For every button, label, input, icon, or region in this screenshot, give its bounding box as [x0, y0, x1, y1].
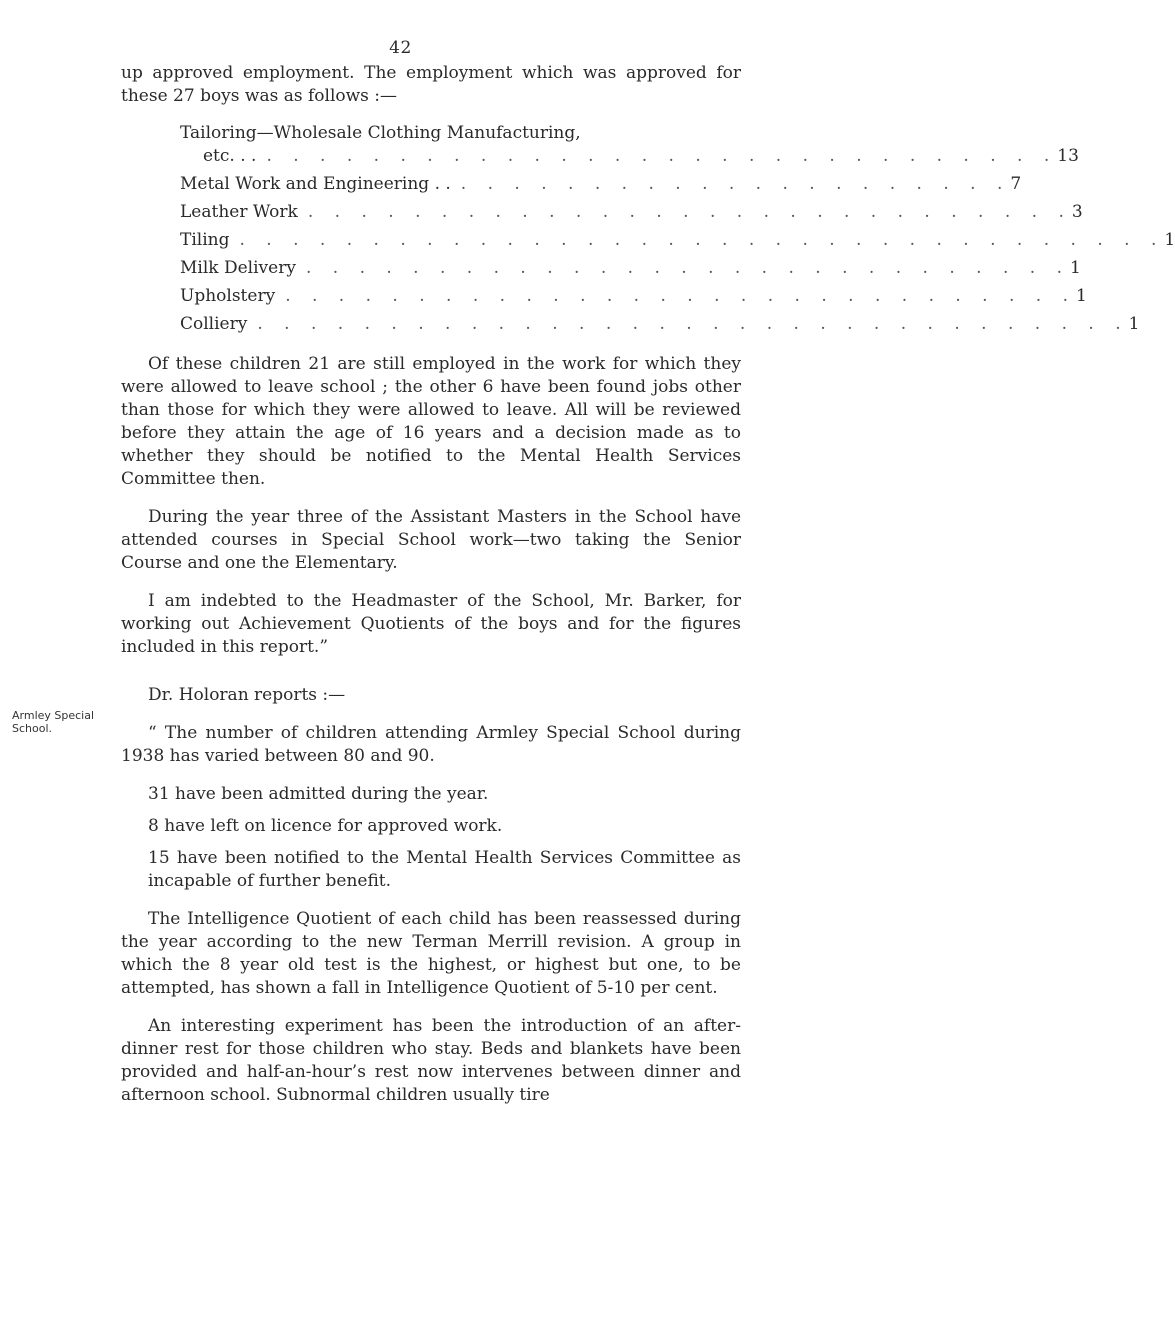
employment-count: 1: [1076, 286, 1087, 306]
employment-label: Tiling: [180, 230, 230, 250]
employment-label: Milk Delivery: [180, 258, 296, 278]
employment-label: Colliery: [180, 314, 248, 334]
stat-line: 31 have been admitted during the year.: [148, 784, 489, 804]
report-paragraph: “ The number of children attending Armley Special School during 1938 has varied between 80 and 90.: [121, 723, 741, 766]
employment-label: Metal Work and Engineering . .: [180, 174, 451, 194]
report-paragraph: The Intelligence Quotient of each child has been reassessed during the year according to the new Terman Merrill revision. A group in which the 8 year old test is the highest, or highest but one, to be attempted, has shown a fall in Intelligence Quotient of 5-10 per cent.: [121, 909, 741, 998]
employment-count: 13: [1057, 146, 1079, 166]
employment-item: [180, 173, 1022, 201]
leader-dots: . . . . . . . . . . . . . . . . . . . . . . . . . . . . .: [305, 258, 1070, 278]
employment-count: 1: [1128, 314, 1140, 334]
margin-note: Armley Special School.: [12, 709, 95, 735]
employment-item: [180, 313, 1140, 341]
employment-label-cont: etc. . .: [203, 146, 257, 166]
intro-paragraph: up approved employment. The employment which was approved for these 27 boys was as follows :—: [121, 63, 741, 106]
employment-list: [180, 122, 1175, 341]
leader-dots: . . . . . . . . . . . . . . . . . . . . . . . . . . . . .: [307, 202, 1072, 222]
leader-dots: . . . . . . . . . . . . . . . . . . . . . . . . . . . . . . . . . . .: [239, 230, 1165, 250]
employment-count: 1: [1069, 258, 1081, 278]
stat-line: 8 have left on licence for approved work.: [148, 816, 503, 836]
report-intro: Dr. Holoran reports :—: [148, 685, 346, 705]
employment-item: [180, 285, 1087, 313]
employment-count: 1: [1164, 230, 1175, 250]
page-number: 42: [389, 38, 412, 58]
stat-line: 15 have been notified to the Mental Health Services Committee as incapable of further benefit.: [148, 848, 741, 891]
report-paragraph: An interesting experiment has been the introduction of an after-dinner rest for those children who stay. Beds and blankets have been provided and half-an-hour’s rest now intervenes between dinner and afternoon school. Subnormal children usually tire: [121, 1016, 741, 1105]
page-body: [121, 62, 1175, 1107]
employment-label: Leather Work: [180, 202, 298, 222]
employment-item: [180, 257, 1081, 285]
employment-label: Tailoring—Wholesale Clothing Manufacturing,: [180, 123, 581, 143]
leader-dots: . . . . . . . . . . . . . . . . . . . . . . . . . . . . . .: [266, 146, 1058, 166]
leader-dots: . . . . . . . . . . . . . . . . . . . . . . . . . . . . . . . . .: [257, 314, 1129, 334]
employment-count: 7: [1010, 174, 1022, 194]
employment-label: Upholstery: [180, 286, 276, 306]
employment-item: [180, 229, 1175, 257]
employment-item: [180, 201, 1083, 229]
employment-count: 3: [1071, 202, 1083, 222]
employment-item: [180, 122, 1079, 168]
paragraph: Of these children 21 are still employed in the work for which they were allowed to leave school ; the other 6 have been found jobs other than those for which they were allowed to leave. All will be reviewed before they attain the age of 16 years and a decision made as to whether they should be notified to the Mental Health Services Committee then.: [121, 354, 741, 489]
leader-dots: . . . . . . . . . . . . . . . . . . . . . . . . . . . . . .: [285, 286, 1077, 306]
paragraph: I am indebted to the Headmaster of the School, Mr. Barker, for working out Achievement Quotients of the boys and for the figures included in this report.”: [121, 591, 741, 657]
paragraph: During the year three of the Assistant Masters in the School have attended courses in Special School work—two taking the Senior Course and one the Elementary.: [121, 507, 741, 573]
leader-dots: . . . . . . . . . . . . . . . . . . . . .: [460, 174, 1011, 194]
